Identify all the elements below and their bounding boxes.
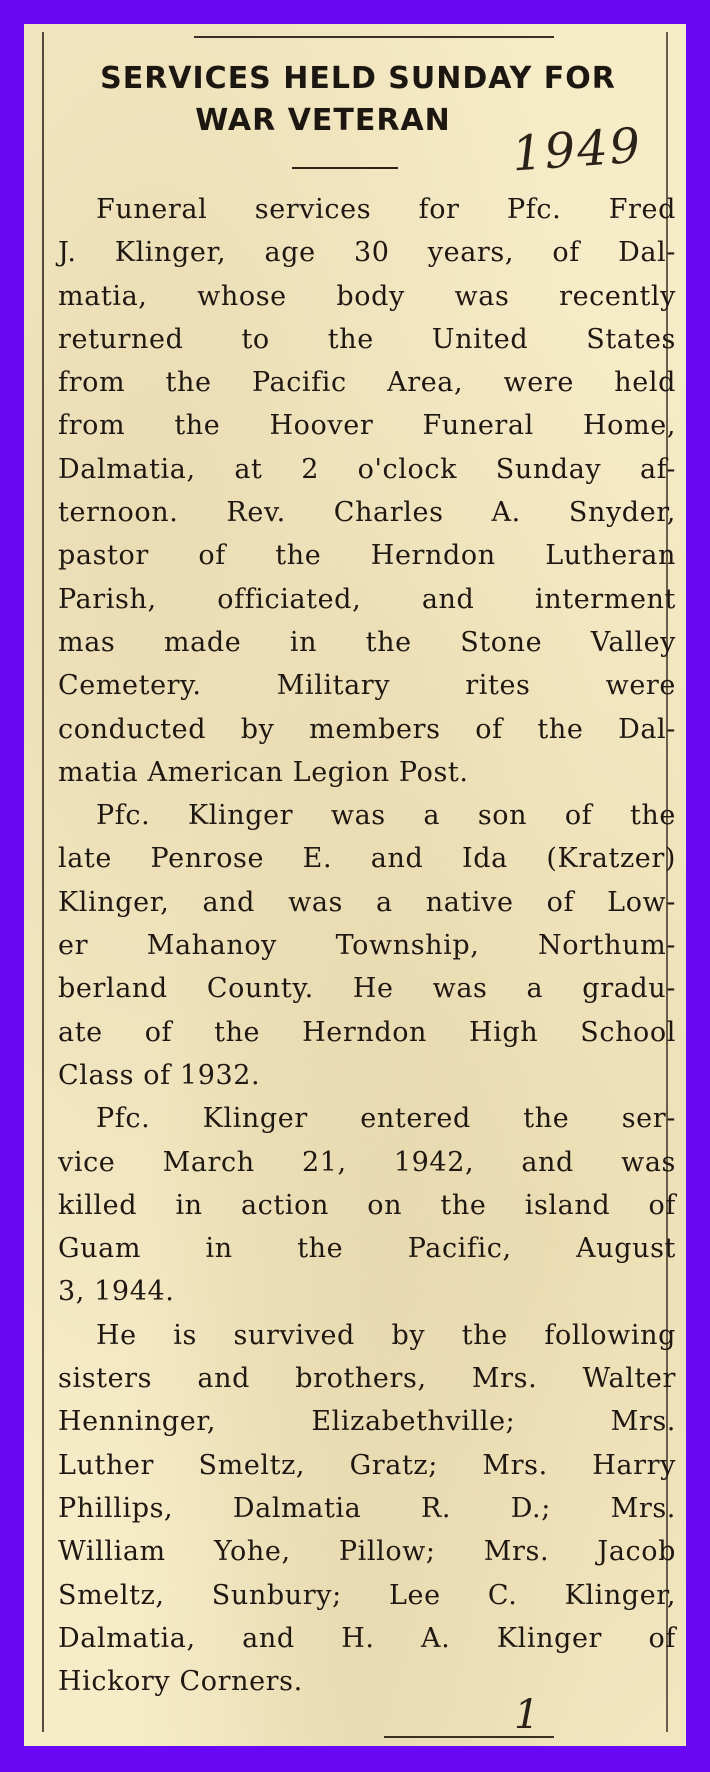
handwritten-year: 1949 bbox=[510, 117, 644, 183]
paragraph bbox=[58, 188, 676, 794]
text-line: Klinger, and was a native of Low- bbox=[58, 886, 676, 918]
text-line: Parish, officiated, and interment bbox=[58, 583, 676, 615]
text-line: from the Pacific Area, were held bbox=[58, 367, 676, 399]
text-line: ternoon. Rev. Charles A. Snyder, bbox=[58, 497, 676, 529]
text-line: Guam in the Pacific, August bbox=[58, 1233, 676, 1265]
text-line: late Penrose E. and Ida (Kratzer) bbox=[58, 843, 676, 875]
text-line: sisters and brothers, Mrs. Walter bbox=[58, 1363, 676, 1395]
text-line: Cemetery. Military rites were bbox=[58, 670, 676, 702]
text-line: er Mahanoy Township, Northum- bbox=[58, 930, 676, 962]
text-line: Funeral services for Pfc. Fred bbox=[96, 194, 676, 225]
text-line: Smeltz, Sunbury; Lee C. Klinger, bbox=[58, 1579, 676, 1611]
paragraph bbox=[58, 1314, 676, 1704]
headline-line-1: SERVICES HELD SUNDAY FOR bbox=[100, 61, 616, 96]
text-line: conducted by members of the Dal- bbox=[58, 713, 676, 745]
paragraph bbox=[58, 794, 676, 1097]
text-line: Class of 1932. bbox=[58, 1059, 261, 1091]
text-line: Dalmatia, and H. A. Klinger of bbox=[58, 1622, 676, 1654]
headline-divider bbox=[292, 167, 398, 169]
left-column-rule bbox=[42, 32, 44, 1732]
text-line: Dalmatia, at 2 o'clock Sunday af- bbox=[58, 453, 676, 485]
newspaper-clipping bbox=[24, 24, 686, 1746]
headline-line-2: WAR VETERAN bbox=[195, 103, 451, 138]
text-line: 3, 1944. bbox=[58, 1276, 175, 1308]
text-line: Hickory Corners. bbox=[58, 1666, 303, 1698]
text-line: vice March 21, 1942, and was bbox=[58, 1146, 676, 1178]
text-line: Pfc. Klinger entered the ser- bbox=[96, 1103, 676, 1135]
text-line: from the Hoover Funeral Home, bbox=[58, 410, 676, 442]
text-line: mas made in the Stone Valley bbox=[58, 626, 676, 658]
text-line: matia, whose body was recently bbox=[58, 280, 676, 312]
text-line: Phillips, Dalmatia R. D.; Mrs. bbox=[58, 1492, 676, 1524]
text-line: matia American Legion Post. bbox=[58, 756, 469, 788]
article-body bbox=[58, 188, 676, 1703]
text-line: returned to the United States bbox=[58, 323, 676, 355]
text-line: berland County. He was a gradu- bbox=[58, 973, 676, 1005]
bottom-rule bbox=[384, 1736, 554, 1738]
text-line: He is survived by the following bbox=[96, 1319, 676, 1351]
text-line: Pfc. Klinger was a son of the bbox=[96, 800, 676, 832]
paragraph bbox=[58, 1097, 676, 1313]
text-line: pastor of the Herndon Lutheran bbox=[58, 540, 676, 572]
text-line: ate of the Herndon High School bbox=[58, 1016, 676, 1048]
text-line: Henninger, Elizabethville; Mrs. bbox=[58, 1406, 676, 1438]
handwritten-page-mark: 1 bbox=[514, 1692, 540, 1738]
text-line: William Yohe, Pillow; Mrs. Jacob bbox=[58, 1536, 676, 1568]
text-line: Luther Smeltz, Gratz; Mrs. Harry bbox=[58, 1449, 676, 1481]
text-line: killed in action on the island of bbox=[58, 1189, 676, 1221]
text-line: J. Klinger, age 30 years, of Dal- bbox=[58, 237, 676, 269]
top-rule bbox=[194, 36, 554, 38]
